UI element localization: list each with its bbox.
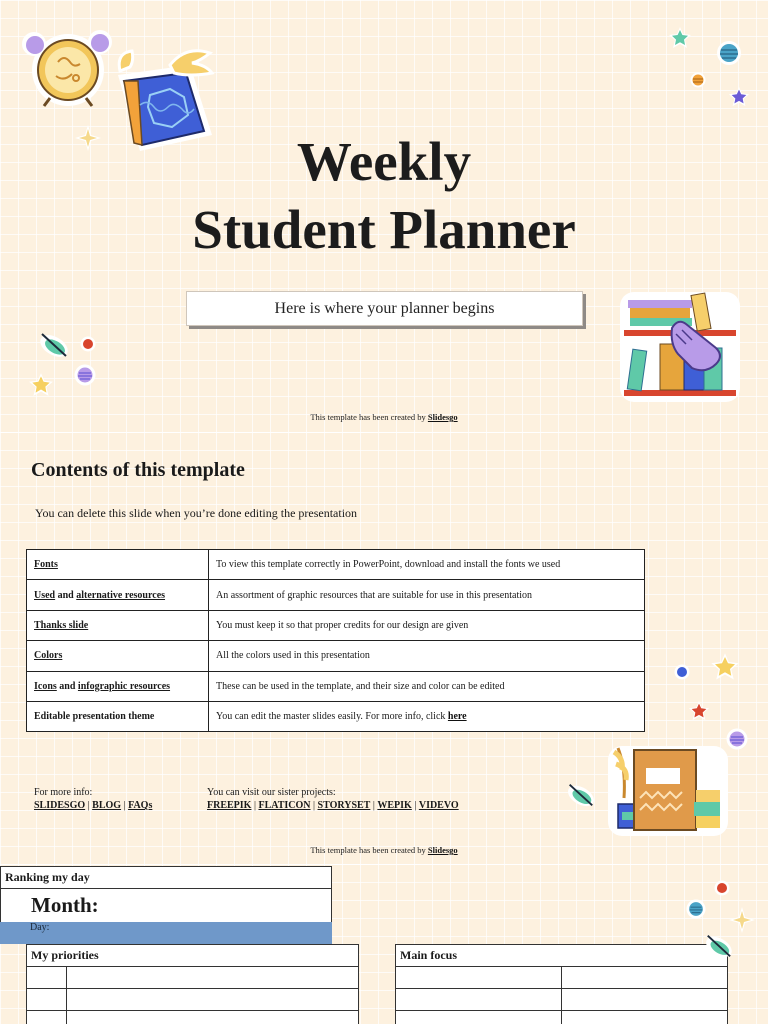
link-separator: | (85, 800, 93, 811)
sparkle-icon (74, 124, 102, 152)
table-cell[interactable] (67, 989, 359, 1011)
faqs-link[interactable]: FAQs (128, 800, 153, 811)
table-row (27, 641, 645, 671)
thanks-slide-link[interactable]: Thanks slide (34, 619, 89, 631)
slidesgo-link[interactable]: SLIDESGO (34, 800, 86, 811)
table-row (27, 967, 359, 989)
link-separator: | (411, 800, 419, 811)
main-focus-header: Main focus (396, 945, 728, 967)
month-field[interactable] (0, 888, 332, 923)
table-cell[interactable] (27, 989, 67, 1011)
slide-divider (0, 864, 768, 865)
here-link[interactable]: here (447, 711, 467, 723)
subtitle-box (186, 291, 583, 326)
contents-table (26, 549, 645, 732)
table-row (27, 945, 359, 967)
dot-icon (714, 880, 730, 896)
credit-prefix: This template has been created by (310, 845, 428, 855)
label-joiner: and (55, 589, 77, 601)
ranking-label: Ranking my day (5, 870, 90, 884)
table-row (27, 550, 645, 580)
dot-icon (80, 336, 96, 352)
alarm-clock-icon (20, 18, 112, 110)
credit-prefix: This template has been created by (310, 412, 428, 422)
row-description: These can be used in the template, and their size and color can be edited (209, 671, 645, 701)
used-link[interactable]: Used (34, 589, 56, 601)
bookshelf-icon (616, 288, 744, 406)
table-row (27, 701, 645, 731)
table-row (27, 610, 645, 640)
table-row (27, 671, 645, 701)
sister-projects-label: You can visit our sister projects: (207, 787, 336, 798)
table-row (396, 989, 728, 1011)
slide-divider (0, 432, 768, 433)
row-label (27, 641, 209, 671)
row-label (27, 580, 209, 610)
table-cell[interactable] (562, 967, 728, 989)
notebook-ink-icon (606, 738, 730, 838)
table-cell[interactable] (67, 1011, 359, 1024)
fonts-link[interactable]: Fonts (34, 559, 58, 571)
priorities-header: My priorities (27, 945, 359, 967)
flaticon-link[interactable]: FLATICON (258, 800, 311, 811)
label-joiner: and (56, 680, 78, 692)
star-icon (668, 26, 692, 50)
slidesgo-link[interactable]: Slidesgo (427, 412, 458, 422)
contents-title: Contents of this template (31, 459, 245, 481)
slidesgo-link[interactable]: Slidesgo (427, 845, 458, 855)
day-label: Day: (30, 922, 50, 933)
month-label: Month: (31, 893, 99, 917)
credit-line (0, 845, 768, 855)
table-row (396, 1011, 728, 1024)
ranking-my-day (0, 866, 332, 889)
table-row (27, 1011, 359, 1024)
title-line-2: Student Planner (192, 199, 576, 260)
day-field[interactable] (0, 922, 332, 944)
striped-ball-icon (686, 899, 706, 919)
row-description: An assortment of graphic resources that are suitable for use in this presentation (209, 580, 645, 610)
table-row (27, 580, 645, 610)
more-info-block (34, 786, 152, 812)
row-label: Editable presentation theme (27, 701, 209, 731)
row-description-text: You can edit the master slides easily. For more info, click (216, 711, 448, 723)
table-cell[interactable] (396, 1011, 562, 1024)
table-cell[interactable] (396, 967, 562, 989)
striped-ball-icon (74, 364, 96, 386)
star-icon (728, 86, 750, 108)
table-row (27, 989, 359, 1011)
row-description (209, 701, 645, 731)
table-cell[interactable] (562, 989, 728, 1011)
row-label (27, 550, 209, 580)
row-description: To view this template correctly in PowerPoint, download and install the fonts we used (209, 550, 645, 580)
table-cell[interactable] (562, 1011, 728, 1024)
star-icon (28, 372, 54, 398)
winged-book-icon (110, 45, 220, 160)
star-icon (688, 700, 710, 722)
link-separator: | (251, 800, 259, 811)
sparkle-icon (728, 906, 756, 934)
subtitle-text: Here is where your planner begins (274, 299, 495, 317)
striped-ball-icon (716, 40, 742, 66)
main-focus-table (395, 944, 728, 1024)
leaf-icon (564, 780, 596, 810)
colors-link[interactable]: Colors (34, 650, 63, 662)
row-label (27, 610, 209, 640)
table-cell[interactable] (27, 967, 67, 989)
infographic-resources-link[interactable]: infographic resources (77, 680, 171, 692)
title-line-1: Weekly (296, 131, 472, 192)
striped-ball-icon (690, 72, 706, 88)
row-label (27, 671, 209, 701)
icons-link[interactable]: Icons (34, 680, 57, 692)
table-cell[interactable] (27, 1011, 67, 1024)
row-description: You must keep it so that proper credits for our design are given (209, 610, 645, 640)
table-row (396, 945, 728, 967)
table-cell[interactable] (396, 989, 562, 1011)
more-info-label: For more info: (34, 787, 93, 798)
row-description: All the colors used in this presentation (209, 641, 645, 671)
link-separator: | (370, 800, 378, 811)
link-separator: | (121, 800, 129, 811)
star-icon (710, 652, 740, 682)
freepik-link[interactable]: FREEPIK (207, 800, 252, 811)
credit-line (0, 412, 768, 422)
sister-projects-block (207, 786, 459, 812)
contents-description: You can delete this slide when you’re done editing the presentation (35, 506, 358, 520)
wepik-link[interactable]: WEPIK (377, 800, 412, 811)
priorities-table (26, 944, 359, 1024)
leaf-icon (36, 330, 70, 360)
leaf-icon (702, 932, 734, 960)
videvo-link[interactable]: VIDEVO (418, 800, 459, 811)
dot-icon (674, 664, 690, 680)
alternative-resources-link[interactable]: alternative resources (76, 589, 166, 601)
storyset-link[interactable]: STORYSET (317, 800, 371, 811)
table-row (396, 967, 728, 989)
blog-link[interactable]: BLOG (92, 800, 122, 811)
link-separator: | (310, 800, 318, 811)
table-cell[interactable] (67, 967, 359, 989)
